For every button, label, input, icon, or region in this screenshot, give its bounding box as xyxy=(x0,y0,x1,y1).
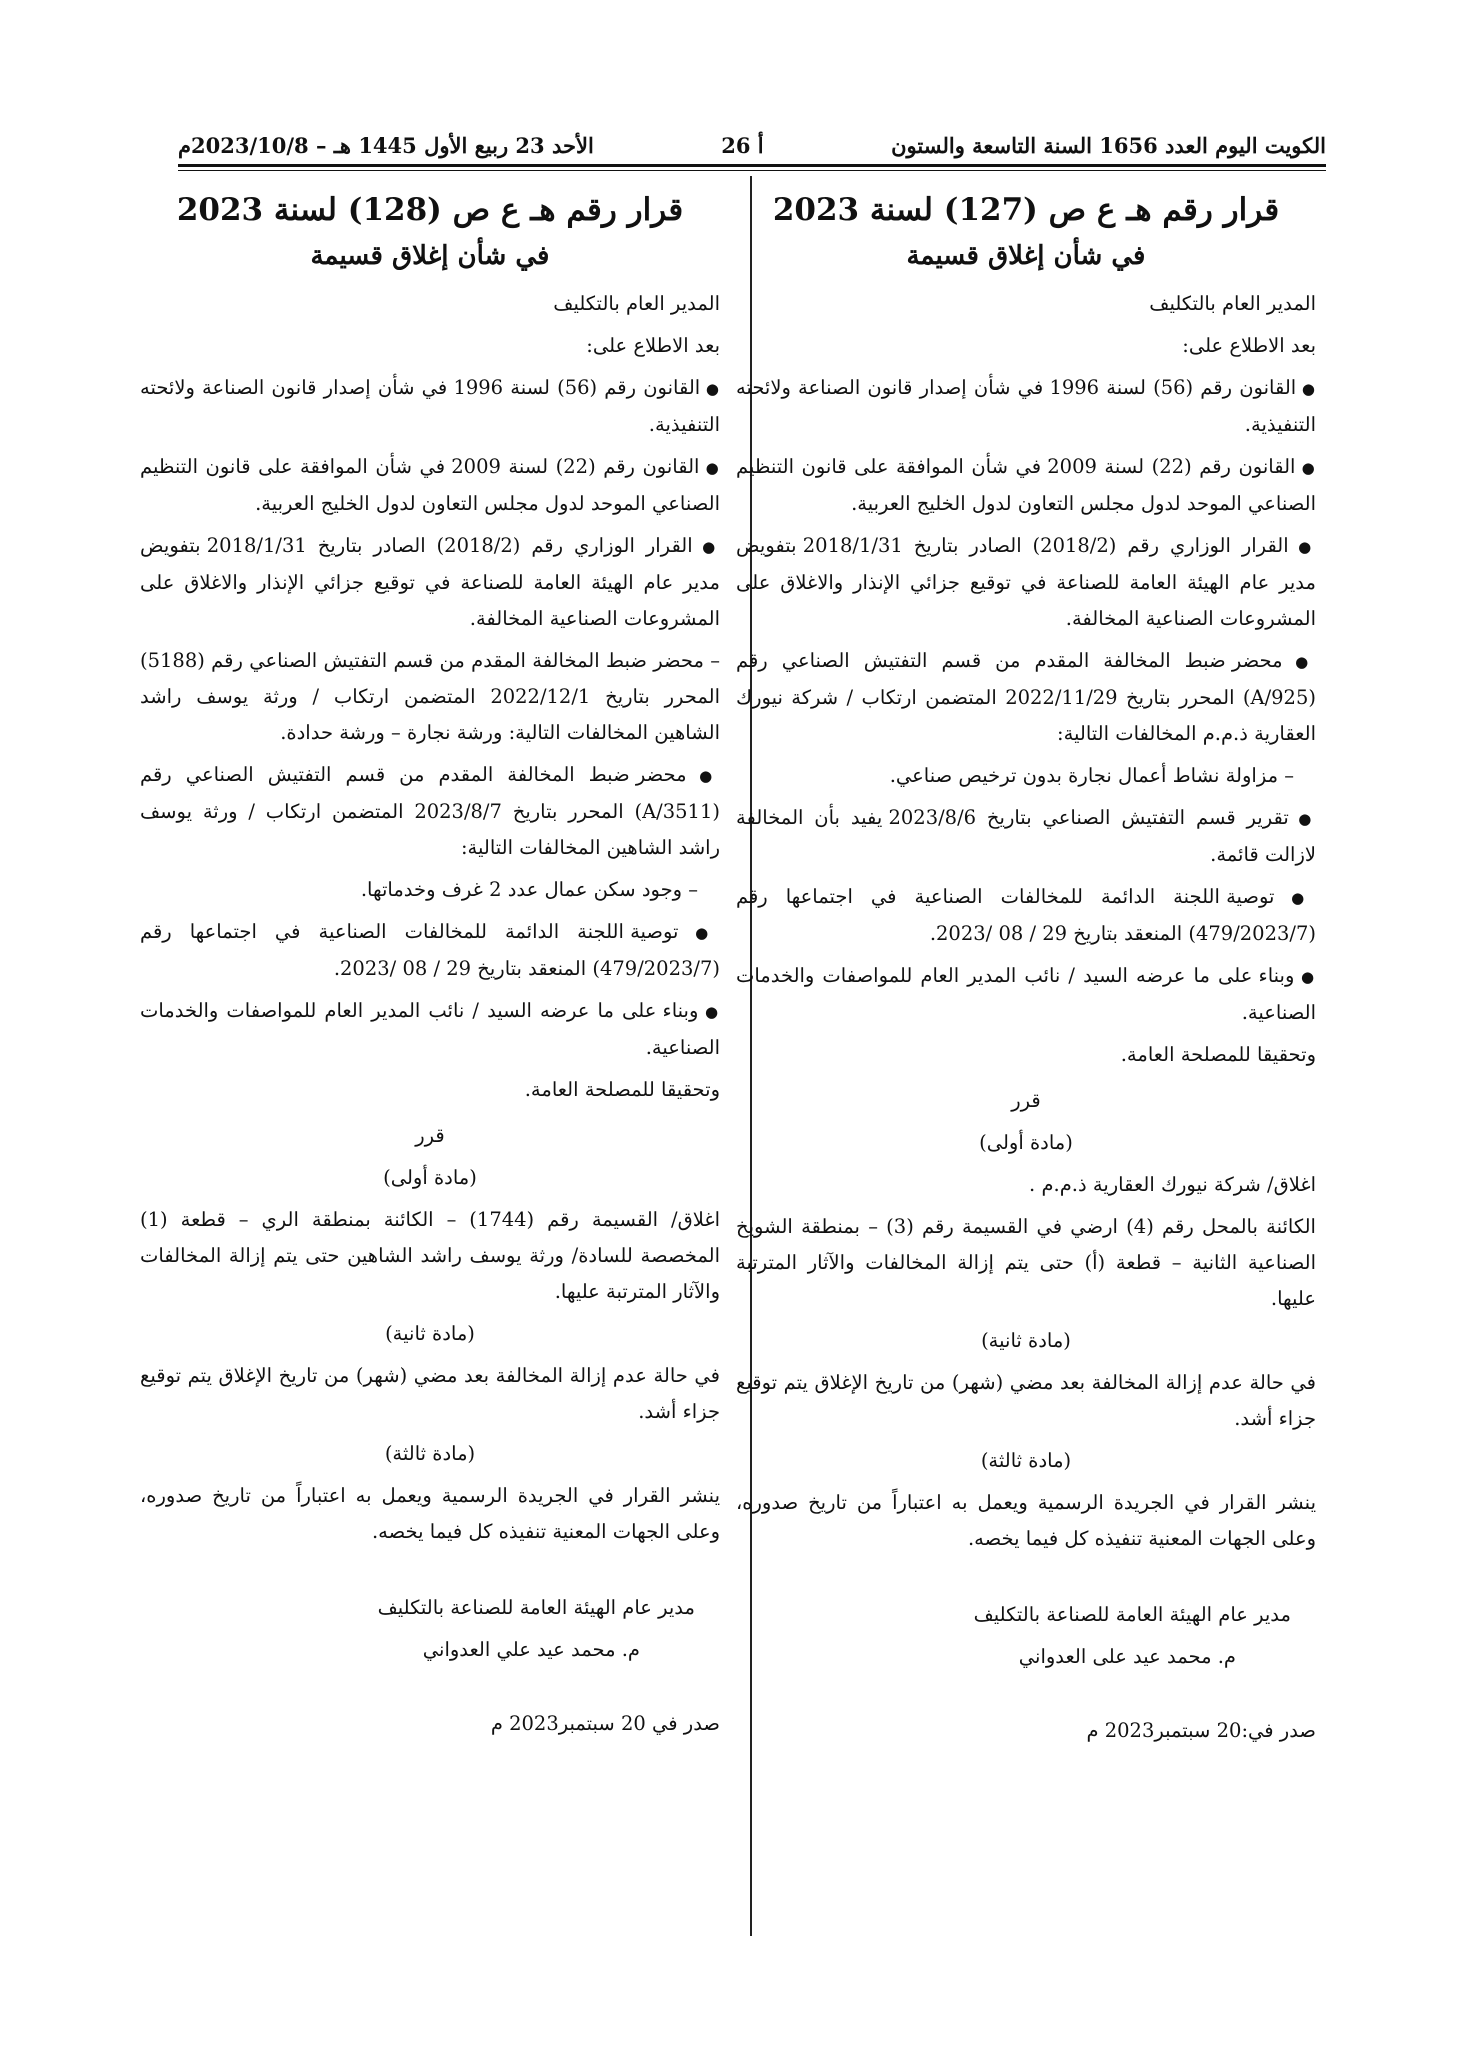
issuer-line: المدير العام بالتكليف xyxy=(553,292,720,315)
article-text: الكائنة بالمحل رقم (4) ارضي في القسيمة رقم (3) – بمنطقة الشويخ الصناعية الثانية – قطعة (أ) حتى يتم إزالة المخالفات والآثار المترتبة عليها. xyxy=(736,1215,1316,1310)
issuer-line: المدير العام بالتكليف xyxy=(1149,292,1316,315)
violation-item: – وجود سكن عمال عدد 2 غرف وخدماتها. xyxy=(140,872,720,908)
signatory-title: مدير عام الهيئة العامة للصناعة بالتكليف xyxy=(377,1596,695,1619)
article-text: اغلاق/ شركة نيورك العقارية ذ.م.م . xyxy=(1029,1173,1316,1196)
recital-item: ● القانون رقم (56) لسنة 1996 في شأن إصدار قانون الصناعة ولائحته التنفيذية. xyxy=(736,370,1316,443)
article-text: ينشر القرار في الجريدة الرسمية ويعمل به اعتباراً من تاريخ صدوره، وعلى الجهات المعنية تنفيذه كل فيما يخصه. xyxy=(736,1491,1316,1550)
header-issue: الكويت اليوم العدد 1656 السنة التاسعة والستون xyxy=(891,133,1326,158)
header-rule-thin xyxy=(178,170,1326,171)
decree-subtitle: في شأن إغلاق قسيمة xyxy=(906,241,1146,271)
page-header xyxy=(178,118,1326,158)
recital-item: ● وبناء على ما عرضه السيد / نائب المدير العام للمواصفات والخدمات الصناعية. xyxy=(736,958,1316,1031)
article-heading: (مادة أولى) xyxy=(383,1166,477,1189)
recital-item: ● محضر ضبط المخالفة المقدم من قسم التفتيش الصناعي رقم (A/3511) المحرر بتاريخ 2023/8/7 المتضمن ارتكاب / ورثة يوسف راشد الشاهين المخالفات التالية: xyxy=(140,757,720,866)
article-text: في حالة عدم إزالة المخالفة بعد مضي (شهر) من تاريخ الإغلاق يتم توقيع جزاء أشد. xyxy=(736,1371,1316,1430)
decided-heading: قرر xyxy=(415,1124,445,1147)
recital-item: ● القانون رقم (22) لسنة 2009 في شأن الموافقة على قانون التنظيم الصناعي الموحد لدول مجلس التعاون لدول الخليج العربية. xyxy=(140,449,720,522)
decree-subtitle: في شأن إغلاق قسيمة xyxy=(310,241,550,271)
decree-title: قرار رقم هـ ع ص (127) لسنة 2023 xyxy=(772,192,1280,228)
recital-item: ● توصية اللجنة الدائمة للمخالفات الصناعية في اجتماعها رقم (479/2023/7) المنعقد بتاريخ 29 / 08 /2023. xyxy=(736,879,1316,952)
article-heading: (مادة ثانية) xyxy=(385,1322,475,1345)
header-rule-thick xyxy=(178,164,1326,167)
article-text: ينشر القرار في الجريدة الرسمية ويعمل به اعتباراً من تاريخ صدوره، وعلى الجهات المعنية تنفيذه كل فيما يخصه. xyxy=(140,1484,720,1543)
preamble-line: بعد الاطلاع على: xyxy=(1182,334,1316,357)
issue-date: صدر في:20 سبتمبر2023 م xyxy=(1086,1719,1316,1742)
article-heading: (مادة ثالثة) xyxy=(980,1449,1072,1472)
recital-item: ● وبناء على ما عرضه السيد / نائب المدير العام للمواصفات والخدمات الصناعية. xyxy=(140,993,720,1066)
decree-127-column xyxy=(736,180,1316,1755)
recital-item: ● القانون رقم (56) لسنة 1996 في شأن إصدار قانون الصناعة ولائحته التنفيذية. xyxy=(140,370,720,443)
recital-item: ● توصية اللجنة الدائمة للمخالفات الصناعية في اجتماعها رقم (479/2023/7) المنعقد بتاريخ 29 / 08 /2023. xyxy=(140,914,720,987)
article-text: اغلاق/ القسيمة رقم (1744) – الكائنة بمنطقة الري – قطعة (1) المخصصة للسادة/ ورثة يوسف راشد الشاهين حتى يتم إزالة المخالفات والآثار المترتبة عليها. xyxy=(140,1208,720,1303)
public-interest-line: وتحقيقا للمصلحة العامة. xyxy=(1120,1043,1316,1066)
violation-item: – مزاولة نشاط أعمال نجارة بدون ترخيص صناعي. xyxy=(736,758,1316,794)
recital-item: ● القرار الوزاري رقم (2018/2) الصادر بتاريخ 2018/1/31 بتفويض مدير عام الهيئة العامة للصناعة في توقيع جزائي الإنذار والاغلاق على المشروعات الصناعية المخالفة. xyxy=(140,528,720,637)
decree-title: قرار رقم هـ ع ص (128) لسنة 2023 xyxy=(176,192,684,228)
decree-128-column xyxy=(140,180,720,1748)
public-interest-line: وتحقيقا للمصلحة العامة. xyxy=(524,1078,720,1101)
article-heading: (مادة ثالثة) xyxy=(384,1442,476,1465)
decided-heading: قرر xyxy=(1011,1089,1041,1112)
article-heading: (مادة أولى) xyxy=(979,1131,1073,1154)
article-text: في حالة عدم إزالة المخالفة بعد مضي (شهر) من تاريخ الإغلاق يتم توقيع جزاء أشد. xyxy=(140,1364,720,1423)
recital-item: ● القانون رقم (22) لسنة 2009 في شأن الموافقة على قانون التنظيم الصناعي الموحد لدول مجلس التعاون لدول الخليج العربية. xyxy=(736,449,1316,522)
signatory-name: م. محمد عيد علي العدواني xyxy=(422,1638,640,1661)
preamble-line: بعد الاطلاع على: xyxy=(586,334,720,357)
recital-item: ● القرار الوزاري رقم (2018/2) الصادر بتاريخ 2018/1/31 بتفويض مدير عام الهيئة العامة للصناعة في توقيع جزائي الإنذار والاغلاق على المشروعات الصناعية المخالفة. xyxy=(736,528,1316,637)
header-date: الأحد 23 ربيع الأول 1445 هـ – 2023/10/8م xyxy=(178,133,594,158)
recital-item: ● تقرير قسم التفتيش الصناعي بتاريخ 2023/8/6 يفيد بأن المخالفة لازالت قائمة. xyxy=(736,800,1316,873)
header-page-number: أ 26 xyxy=(721,133,764,158)
issue-date: صدر في 20 سبتمبر2023 م xyxy=(490,1712,720,1735)
signatory-name: م. محمد عيد على العدواني xyxy=(1018,1645,1236,1668)
recital-item: ● محضر ضبط المخالفة المقدم من قسم التفتيش الصناعي رقم (A/925) المحرر بتاريخ 2022/11/29 المتضمن ارتكاب / شركة نيورك العقارية ذ.م.م المخالفات التالية: xyxy=(736,643,1316,752)
recital-item: – محضر ضبط المخالفة المقدم من قسم التفتيش الصناعي رقم (5188) المحرر بتاريخ 2022/12/1 المتضمن ارتكاب / ورثة يوسف راشد الشاهين المخالفات التالية: ورشة نجارة – ورشة حدادة. xyxy=(140,649,720,744)
article-heading: (مادة ثانية) xyxy=(981,1329,1071,1352)
signatory-title: مدير عام الهيئة العامة للصناعة بالتكليف xyxy=(973,1603,1291,1626)
